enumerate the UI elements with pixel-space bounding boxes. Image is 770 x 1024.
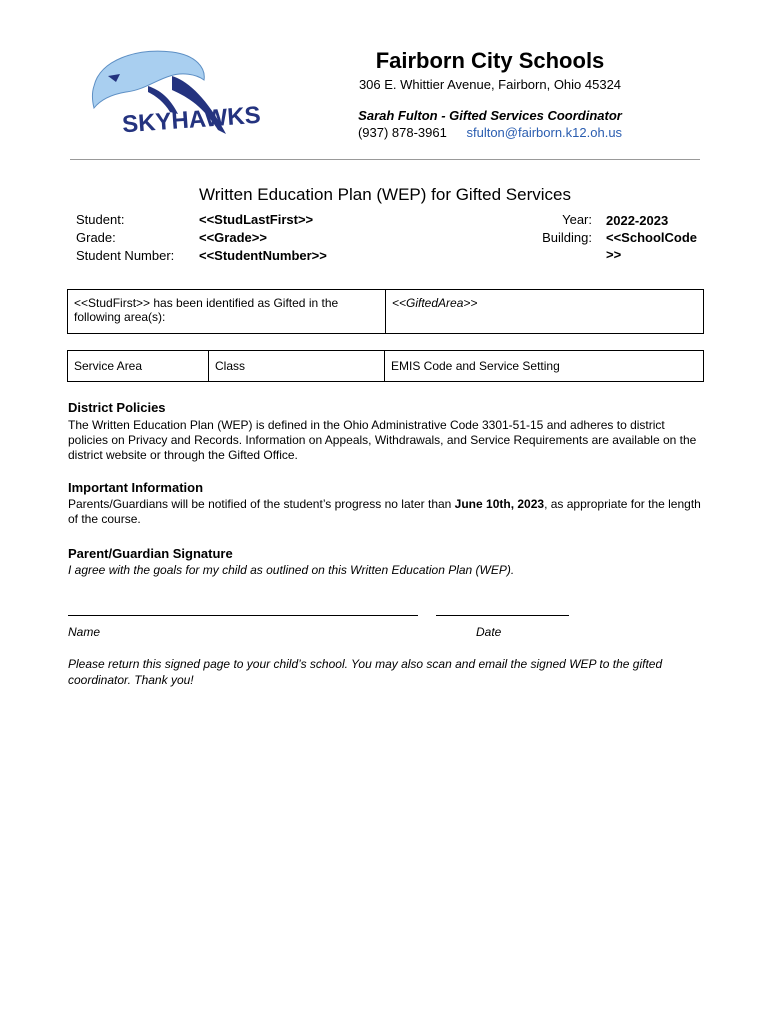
school-name: Fairborn City Schools — [375, 48, 605, 73]
student-number-label: Student Number: — [76, 248, 175, 263]
gifted-area-table — [67, 289, 704, 334]
email-link[interactable]: sfulton@fairborn.k12.oh.us — [466, 125, 623, 140]
grade-value: <<Grade>> — [199, 230, 267, 245]
year-value: 2022-2023 — [606, 213, 669, 228]
svg-text:SKYHAWKS: SKYHAWKS — [121, 101, 262, 139]
class-header: Class — [209, 351, 385, 382]
building-label: Building: — [542, 230, 592, 245]
building-value: <<SchoolCode>> — [606, 230, 698, 262]
important-info-text — [68, 497, 708, 527]
skyhawks-logo — [86, 46, 262, 142]
student-number-value: <<StudentNumber>> — [199, 248, 327, 263]
service-area-header: Service Area — [68, 351, 209, 382]
date-signature-line[interactable] — [436, 615, 569, 616]
coordinator-name: Sarah Fulton - Gifted Services Coordinator — [358, 108, 622, 123]
agreement-text: I agree with the goals for my child as outlined on this Written Education Plan (WEP). — [68, 563, 515, 577]
important-info-pre: Parents/Guardians will be notified of the student’s progress no later than — [68, 497, 455, 511]
document-title: Written Education Plan (WEP) for Gifted Services — [199, 185, 571, 204]
important-info-post: , as appropriate for the length of the course. — [68, 497, 701, 526]
contact-line — [300, 125, 680, 140]
emis-code-header: EMIS Code and Service Setting — [385, 351, 704, 382]
phone-number: (937) 878-3961 — [357, 125, 447, 140]
student-value: <<StudLastFirst>> — [199, 212, 314, 227]
gifted-area-cell: <<GiftedArea>> — [386, 290, 704, 334]
school-address: 306 E. Whittier Avenue, Fairborn, Ohio 45324 — [358, 77, 622, 92]
district-policies-text: The Written Education Plan (WEP) is defined in the Ohio Administrative Code 3301-51-15 and adheres to district policies on Privacy and Records. Information on Appeals, Withdrawals, and Service Requirements are available on the district website or through the Gifted Office. — [68, 418, 697, 462]
date-label: Date — [476, 625, 502, 639]
header-divider — [70, 159, 700, 160]
year-label: Year: — [562, 212, 592, 227]
service-table — [67, 350, 704, 382]
student-label: Student: — [76, 212, 125, 227]
grade-label: Grade: — [76, 230, 116, 245]
signature-heading: Parent/Guardian Signature — [68, 546, 233, 561]
gifted-identification-cell: <<StudFirst>> has been identified as Gifted in the following area(s): — [68, 290, 386, 334]
name-label: Name — [68, 625, 101, 639]
return-note: Please return this signed page to your child’s school. You may also scan and email the signed WEP to the gifted coordinator. Thank you! — [68, 657, 663, 687]
important-info-heading: Important Information — [68, 480, 204, 495]
district-policies-heading: District Policies — [68, 400, 166, 415]
deadline-date: June 10th, 2023 — [454, 497, 545, 511]
name-signature-line[interactable] — [68, 615, 418, 616]
